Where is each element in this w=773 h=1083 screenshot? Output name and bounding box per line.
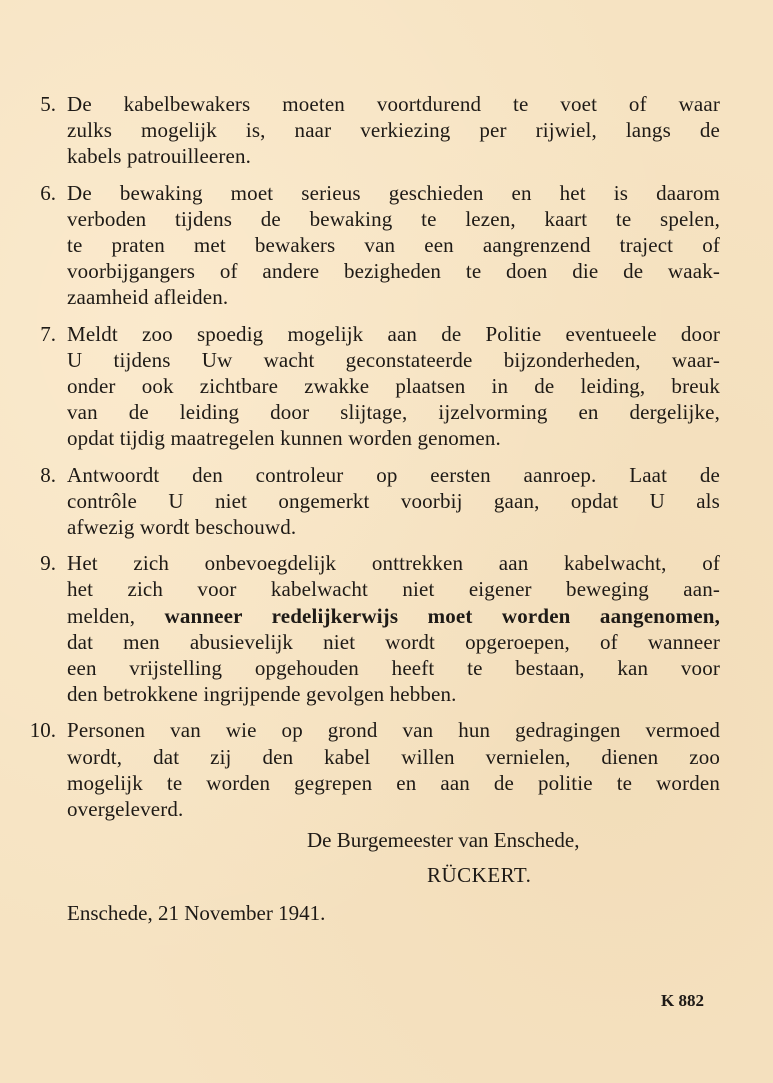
text-line: overgeleverd. (67, 797, 184, 822)
item-text (67, 462, 720, 541)
text-line: Antwoordt den controleur op eersten aanroep. Laat de (67, 462, 720, 487)
text-line: U tijdens Uw wacht geconstateerde bijzonderheden, waar- (67, 347, 720, 372)
text-line: Het zich onbevoegdelijk onttrekken aan kabelwacht, of (67, 551, 720, 576)
regulation-item-9 (0, 550, 773, 707)
text-line: den betrokkene ingrijpende gevolgen hebben. (67, 682, 457, 707)
text-line: een vrijstelling opgehouden heeft te bestaan, kan voor (67, 656, 720, 681)
regulation-item-8 (0, 462, 773, 541)
regulation-item-7 (0, 321, 773, 452)
text-line: De bewaking moet serieus geschieden en het is daarom (67, 180, 720, 205)
text-line: het zich voor kabelwacht niet eigener beweging aan- (67, 577, 720, 602)
date-line: Enschede, 21 November 1941. (67, 901, 326, 925)
document-code: K 882 (661, 991, 704, 1010)
text-line: voorbijgangers of andere bezigheden te doen die de waak- (67, 259, 720, 284)
item-number: 6. (40, 180, 56, 205)
text-line: van de leiding door slijtage, ijzelvorming en dergelijke, (67, 400, 720, 425)
text-line: opdat tijdig maatregelen kunnen worden genomen. (67, 426, 501, 451)
text-line: zaamheid afleiden. (67, 285, 229, 310)
text-line: verboden tijdens de bewaking te lezen, kaart te spelen, (67, 206, 720, 231)
regulation-item-6 (0, 180, 773, 311)
text-prefix: melden, (67, 603, 165, 628)
text-line: De kabelbewakers moeten voortdurend te voet of waar (67, 92, 720, 116)
text-line: mogelijk te worden gegrepen en aan de politie te worden (67, 770, 720, 795)
signature-name: RÜCKERT. (427, 863, 532, 887)
item-number: 8. (40, 462, 56, 487)
item-number: 9. (40, 551, 56, 576)
regulation-item-10 (0, 717, 773, 822)
regulation-item-5 (0, 91, 773, 170)
text-line: Personen van wie op grond van hun gedragingen vermoed (67, 718, 720, 743)
emphasized-text: wanneer redelijkerwijs moet worden aangenomen, (164, 603, 720, 628)
item-text (67, 321, 720, 452)
item-text (67, 91, 720, 170)
item-text (67, 717, 720, 822)
item-number: 7. (40, 321, 56, 346)
text-line: kabels patrouilleeren. (67, 144, 252, 169)
signature-title: De Burgemeester van Enschede, (307, 828, 580, 852)
text-line: contrôle U niet ongemerkt voorbij gaan, opdat U als (67, 488, 720, 513)
item-text (67, 550, 720, 707)
text-line: te praten met bewakers van een aangrenzend traject of (67, 233, 720, 258)
text-line: zulks mogelijk is, naar verkiezing per rijwiel, langs de (67, 118, 720, 143)
text-line: afwezig wordt beschouwd. (67, 515, 297, 540)
item-number: 10. (29, 718, 56, 743)
text-line: wordt, dat zij den kabel willen vernielen, dienen zoo (67, 744, 720, 769)
text-line: dat men abusievelijk niet wordt opgeroepen, of wanneer (67, 629, 720, 654)
text-line: Meldt zoo spoedig mogelijk aan de Politie eventueele door (67, 321, 720, 346)
item-text (67, 180, 720, 311)
item-number: 5. (40, 92, 56, 116)
regulation-list (0, 91, 773, 832)
text-line-with-emphasis (67, 603, 720, 629)
text-line: onder ook zichtbare zwakke plaatsen in de leiding, breuk (67, 374, 720, 399)
